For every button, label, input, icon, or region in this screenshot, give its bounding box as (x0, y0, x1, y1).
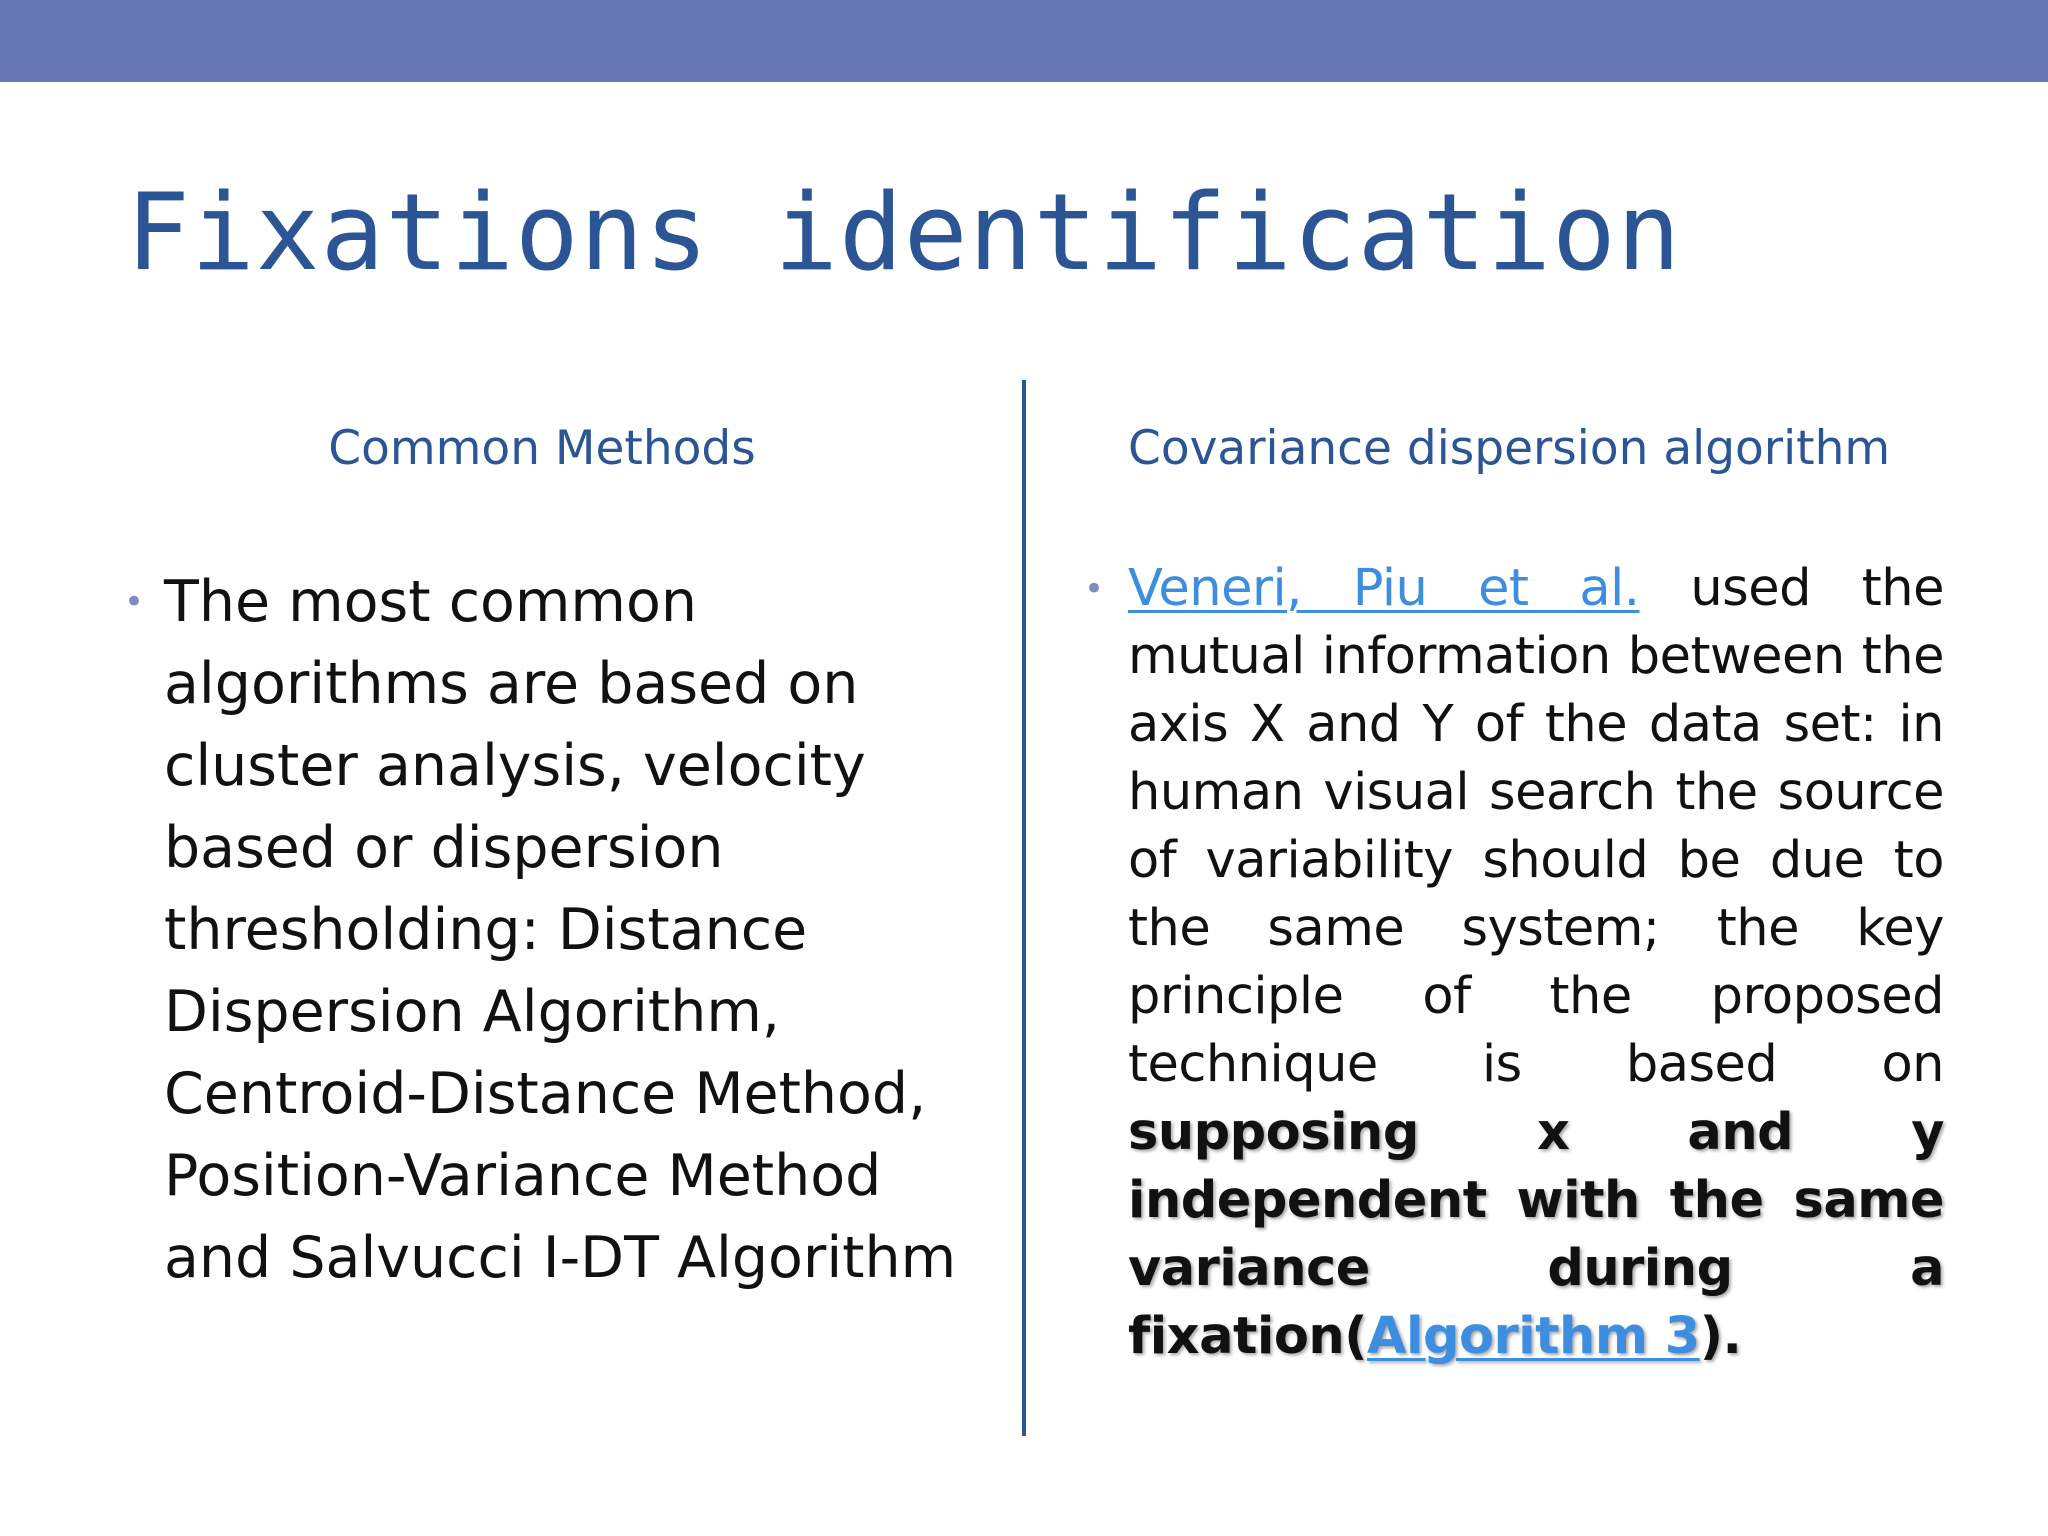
column-divider (1022, 380, 1026, 1436)
author-reference-link[interactable]: Veneri, Piu et al. (1128, 559, 1640, 618)
open-paren: ( (1344, 1307, 1367, 1366)
slide-title: Fixations identification (126, 171, 1682, 294)
left-bullet-item (124, 561, 994, 1299)
left-column-heading: Common Methods (328, 421, 756, 476)
right-bullet-item (1084, 555, 1944, 1371)
left-bullet-text: The most common algorithms are based on cluster analysis, velocity based or dispersion thresholding: Distance Dispersion Algorithm, Centroid-Distance Method, Position-Variance Method and Salvucci I-DT Algorithm (164, 569, 957, 1291)
right-body-text: used the mutual information between the axis X and Y of the data set: in human visual search the source of variability should be due to the same system; the key principle of the proposed technique is based on (1128, 559, 1945, 1094)
right-bullet-text (1128, 555, 1944, 1371)
bold-highlight-text: supposing x and y independent with the same variance during a fixation (1128, 1103, 1944, 1366)
close-paren: ). (1699, 1307, 1742, 1366)
bullet-icon: • (1084, 569, 1105, 609)
top-accent-bar (0, 0, 2048, 82)
algorithm-reference-link[interactable]: Algorithm 3 (1367, 1307, 1700, 1366)
right-column-heading: Covariance dispersion algorithm (1128, 421, 1891, 476)
bullet-icon: • (124, 582, 145, 622)
